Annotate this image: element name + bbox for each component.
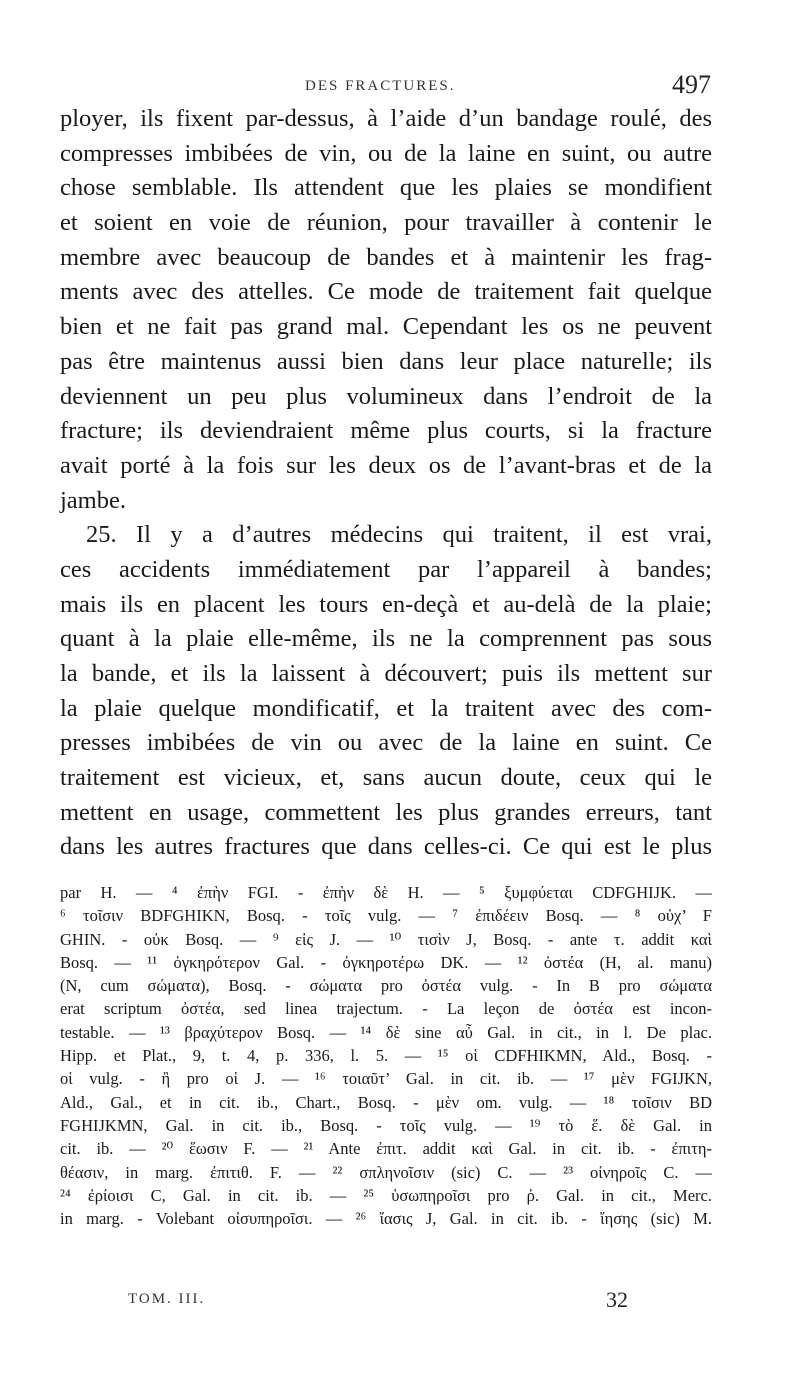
- text-line: membre avec beaucoup de bandes et à maintenir les frag-: [60, 243, 712, 271]
- footnote-line: testable. — ¹³ βραχύτερον Bosq. — ¹⁴ δὲ sine αὖ Gal. in cit., in l. De plac.: [60, 1022, 712, 1042]
- text-line: et soient en voie de réunion, pour travailler à contenir le: [60, 209, 712, 237]
- page-footer: [0, 1287, 800, 1317]
- text-line: jambe.: [60, 486, 126, 514]
- text-line: dans les autres fractures que dans celles-ci. Ce qui est le plus: [60, 833, 712, 861]
- footnote-line: erat scriptum ὀστέα, sed linea trajectum. - La leçon de ὀστέα est incon-: [60, 999, 712, 1019]
- signature-number: 32: [606, 1287, 628, 1312]
- volume-signature: TOM. III.: [128, 1291, 206, 1307]
- text-line: compresses imbibées de vin, ou de la laine en suint, ou autre: [60, 139, 712, 167]
- text-line: presses imbibées de vin ou avec de la laine en suint. Ce: [60, 729, 712, 757]
- text-line: avait porté à la fois sur les deux os de l’avant-bras et de la: [60, 451, 712, 479]
- footnote-line: ²⁴ ἐρίοισι C, Gal. in cit. ib. — ²⁵ ὑσωπηροῖσι pro ῥ. Gal. in cit., Merc.: [60, 1185, 712, 1205]
- footnote-line: Bosq. — ¹¹ ὀγκηρότερον Gal. - ὀγκηροτέρω DK. — ¹² ὀστέα (H, al. manu): [60, 952, 712, 972]
- text-line: ces accidents immédiatement par l’appareil à bandes;: [60, 555, 712, 583]
- footnote-line: θέασιν, in marg. ἐπιτιθ. F. — ²² σπληνοῖσιν (sic) C. — ²³ οἰνηροῖς C. —: [60, 1162, 712, 1182]
- text-line: chose semblable. Ils attendent que les plaies se mondifient: [60, 174, 712, 202]
- text-line: ployer, ils fixent par-dessus, à l’aide d’un bandage roulé, des: [60, 105, 712, 132]
- text-line: bien et ne fait pas grand mal. Cependant les os ne peuvent: [60, 313, 712, 341]
- footnote-line: GHIN. - οὐκ Bosq. — ⁹ εἰς J. — ¹⁰ τισὶν J, Bosq. - ante τ. addit καὶ: [60, 929, 712, 949]
- running-title: DES FRACTURES.: [305, 78, 456, 94]
- footnote-line: (N, cum σώματα), Bosq. - σώματα pro ὀστέα vulg. - In B pro σώματα: [60, 976, 712, 996]
- footnote-line: in marg. - Volebant οἰσυπηροῖσι. — ²⁶ ἴασις J, Gal. in cit. ib. - ἴησης (sic) M.: [60, 1209, 712, 1229]
- main-text: [60, 102, 712, 865]
- text-line: la bande, et ils la laissent à découvert; puis ils mettent sur: [60, 660, 712, 687]
- footnotes: [60, 881, 712, 1230]
- page-number: 497: [672, 70, 711, 99]
- running-head: [0, 70, 800, 100]
- footnote-line: ⁶ τοῖσιν BDFGHIKN, Bosq. - τοῖς vulg. — ⁷ ἐπιδέειν Bosq. — ⁸ οὐχ’ F: [60, 906, 712, 926]
- text-line: fracture; ils deviendraient même plus courts, si la fracture: [60, 417, 712, 445]
- footnote-line: FGHIJKMN, Gal. in cit. ib., Bosq. - τοῖς vulg. — ¹⁹ τὸ ἕ. δὲ Gal. in: [60, 1115, 712, 1135]
- footnote-line: οἱ vulg. - ἢ pro οἱ J. — ¹⁶ τοιαῦτ’ Gal. in cit. ib. — ¹⁷ μὲν FGIJKN,: [60, 1069, 712, 1089]
- text-line: la plaie quelque mondificatif, et la traitent avec des com-: [60, 694, 712, 722]
- text-line: pas être maintenus aussi bien dans leur place naturelle; ils: [60, 347, 712, 375]
- text-line: quant à la plaie elle-même, ils ne la comprennent pas sous: [60, 625, 712, 653]
- paragraph-start-line: 25. Il y a d’autres médecins qui traitent, il est vrai,: [86, 521, 712, 549]
- footnote-line: Ald., Gal., et in cit. ib., Chart., Bosq. - μὲν om. vulg. — ¹⁸ τοῖσιν BD: [60, 1092, 712, 1112]
- footnote-line: par H. — ⁴ ἐπὴν FGI. - ἐπὴν δὲ H. — ⁵ ξυμφύεται CDFGHIJK. —: [60, 883, 712, 902]
- footnote-line: cit. ib. — ²⁰ ἕωσιν F. — ²¹ Ante ἐπιτ. addit καὶ Gal. in cit. ib. - ἐπιτη-: [60, 1139, 712, 1159]
- footnote-line: Hipp. et Plat., 9, t. 4, p. 336, l. 5. — ¹⁵ οἱ CDFHIKMN, Ald., Bosq. -: [60, 1046, 712, 1066]
- text-line: ments avec des attelles. Ce mode de traitement fait quelque: [60, 278, 712, 306]
- text-line: mettent en usage, commettent les plus grandes erreurs, tant: [60, 798, 712, 826]
- text-line: deviennent un peu plus volumineux dans l’endroit de la: [60, 382, 712, 410]
- text-line: mais ils en placent les tours en-deçà et au-delà de la plaie;: [60, 590, 712, 618]
- text-line: traitement est vicieux, et, sans aucun doute, ceux qui le: [60, 764, 712, 792]
